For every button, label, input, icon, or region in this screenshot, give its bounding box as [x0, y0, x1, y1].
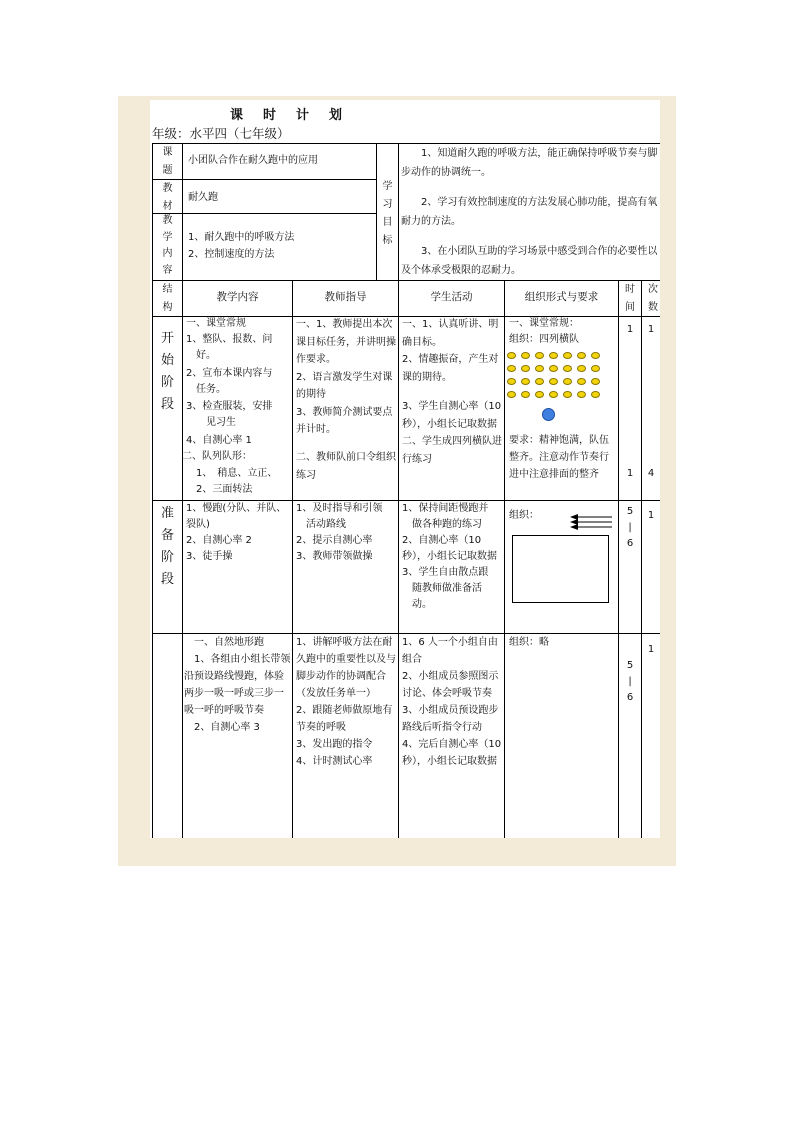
start-time-1: 1	[626, 324, 634, 335]
student-dot	[507, 365, 516, 372]
rule-topic-bottom	[152, 179, 377, 180]
student-dot	[521, 365, 530, 372]
start-content-3: 2、宣布本课内容与 任务。	[186, 368, 273, 395]
start-student-1: 一、1、认真听讲、明确目标。 2、情趣振奋，产生对课的期待。	[402, 319, 499, 383]
formation-diagram	[507, 352, 615, 424]
topic-value: 小团队合作在耐久跑中的应用	[188, 155, 318, 166]
rule-material-bottom	[152, 213, 377, 214]
prep-count-1: 1	[647, 510, 655, 521]
start-count-1: 1	[647, 324, 655, 335]
col-time: 时 间	[625, 284, 635, 313]
material-value: 耐久跑	[188, 192, 218, 203]
student-dot	[521, 378, 530, 385]
student-dot	[521, 352, 530, 359]
rule-col4	[504, 280, 505, 838]
col-teacher: 教师指导	[324, 291, 367, 303]
material-label: 教 材	[162, 183, 173, 212]
student-dot	[549, 365, 558, 372]
col-organization: 组织形式与要求	[524, 291, 599, 303]
goal-3: 3、在小团队互助的学习场景中感受到合作的必要性以及个体承受极限的忍耐力。	[401, 246, 658, 276]
lesson-plan-sheet	[150, 100, 660, 838]
prep-content-1: 1、慢跑(分队、并队、裂队) 2、自测心率 2 3、徒手操	[186, 503, 287, 562]
student-dot	[549, 352, 558, 359]
start-content-7: 1、 稍息、立正、	[186, 468, 278, 479]
col-structure: 结 构	[162, 284, 173, 313]
topic-label: 课 题	[162, 147, 173, 176]
prep-student-1: 1、保持间距慢跑并 做各种跑的练习 2、自测心率（10秒），小组长记取数据 3、学生自由散点跟 随教师做准备活 动。	[402, 503, 497, 610]
student-dot	[507, 378, 516, 385]
stage-start-label: 开 始 阶 段	[160, 331, 174, 412]
content-label: 教 学 内 容	[162, 215, 173, 276]
content-value: 1、耐久跑中的呼吸方法 2、控制速度的方法	[188, 232, 295, 260]
start-org-2: 要求：精神饱满，队伍整齐。注意动作节奏行进中注意排面的整齐	[509, 435, 609, 480]
student-dot	[563, 352, 572, 359]
student-dot	[577, 365, 586, 372]
grade-label: 年级：水平四（七年级）	[152, 126, 290, 141]
student-dot	[535, 378, 544, 385]
prep-teacher-1: 1、及时指导和引领 活动路线 2、提示自测心率 3、教师带领做操	[296, 503, 383, 562]
student-dot	[535, 352, 544, 359]
main-org-1: 组织：略	[509, 637, 549, 648]
start-org-1: 一、课堂常规： 组织：四列横队	[509, 318, 579, 345]
start-content-6: 二、队列队形：	[182, 451, 252, 462]
goals-label: 学 习 目 标	[382, 181, 393, 246]
student-dot	[535, 391, 544, 398]
goal-2: 2、学习有效控制速度的方法发展心肺功能，提高有氧耐力的方法。	[401, 197, 658, 227]
student-dot	[507, 352, 516, 359]
student-dot	[549, 378, 558, 385]
start-student-2: 3、学生自测心率（10秒），小组长记取数据 二、学生成四列横队进行练习	[402, 401, 502, 465]
start-content-4: 3、检查服装，安排 见习生	[186, 401, 273, 428]
student-dot	[577, 378, 586, 385]
student-dot	[507, 391, 516, 398]
student-dot	[549, 391, 558, 398]
col-count: 次 数	[648, 284, 658, 313]
student-dot	[521, 391, 530, 398]
start-content-2: 1、整队、报数、问 好。	[186, 334, 273, 361]
teacher-dot	[542, 408, 555, 421]
prep-org-1: 组织：	[509, 510, 539, 521]
run-direction-arrows	[570, 514, 612, 530]
stage-prep-label: 准 备 阶 段	[160, 506, 174, 587]
student-dot	[577, 391, 586, 398]
start-teacher-2: 二、教师队前口令组织练习	[296, 452, 396, 481]
field-rectangle	[512, 535, 609, 603]
main-count-1: 1	[647, 644, 655, 655]
main-student-1: 1、6 人一个小组自由组合 2、小组成员参照图示讨论、体会呼吸节奏 3、小组成员预设跑步路线后听指令行动 4、完后自测心率（10秒），小组长记取数据	[402, 637, 502, 767]
rule-info-goal	[398, 143, 399, 280]
student-dot	[563, 391, 572, 398]
main-time-1: 5 | 6	[626, 660, 634, 703]
rule-info-bottom	[152, 280, 660, 281]
main-teacher-1: 1、讲解呼吸方法在耐久跑中的重要性以及与脚步动作的协调配合（发放任务单一） 2、跟随老师做原地有节奏的呼吸 3、发出跑的指令 4、计时测试心率	[296, 637, 396, 767]
main-content-1: 一、自然地形跑 1、各组由小组长带领沿预设路线慢跑，体验两步一吸一呼或三步一吸一呼的呼吸节奏 2、自测心率 3	[184, 637, 291, 733]
student-dot	[591, 378, 600, 385]
prep-time-1: 5 | 6	[626, 506, 634, 549]
student-dot	[535, 365, 544, 372]
start-content-5: 4、自测心率 1	[186, 435, 252, 446]
student-dot	[591, 391, 600, 398]
arrow-left-icon	[570, 514, 612, 530]
col-student: 学生活动	[430, 291, 473, 303]
col-content: 教学内容	[216, 291, 259, 303]
rule-col1	[182, 143, 183, 838]
student-dot	[591, 352, 600, 359]
start-time-2: 1	[626, 468, 634, 479]
student-dot	[591, 365, 600, 372]
page-title: 课时计划	[230, 108, 363, 123]
rule-col6	[641, 280, 642, 838]
start-content-8: 2、三面转法	[186, 484, 253, 495]
start-teacher-1: 一、1、教师提出本次课目标任务，并讲明操作要求。 2、语言激发学生对课的期待 3、教师简介测试要点并计时。	[296, 319, 396, 435]
rule-col5	[618, 280, 619, 838]
goal-1: 1、知道耐久跑的呼吸方法，能正确保持呼吸节奏与脚步动作的协调统一。	[401, 148, 658, 178]
start-count-2: 4	[647, 468, 655, 479]
student-dot	[563, 365, 572, 372]
rule-col3	[398, 280, 399, 838]
student-dot	[577, 352, 586, 359]
start-content-1: 一、课堂常规	[186, 318, 246, 329]
student-dot	[563, 378, 572, 385]
rule-col2	[292, 280, 293, 838]
